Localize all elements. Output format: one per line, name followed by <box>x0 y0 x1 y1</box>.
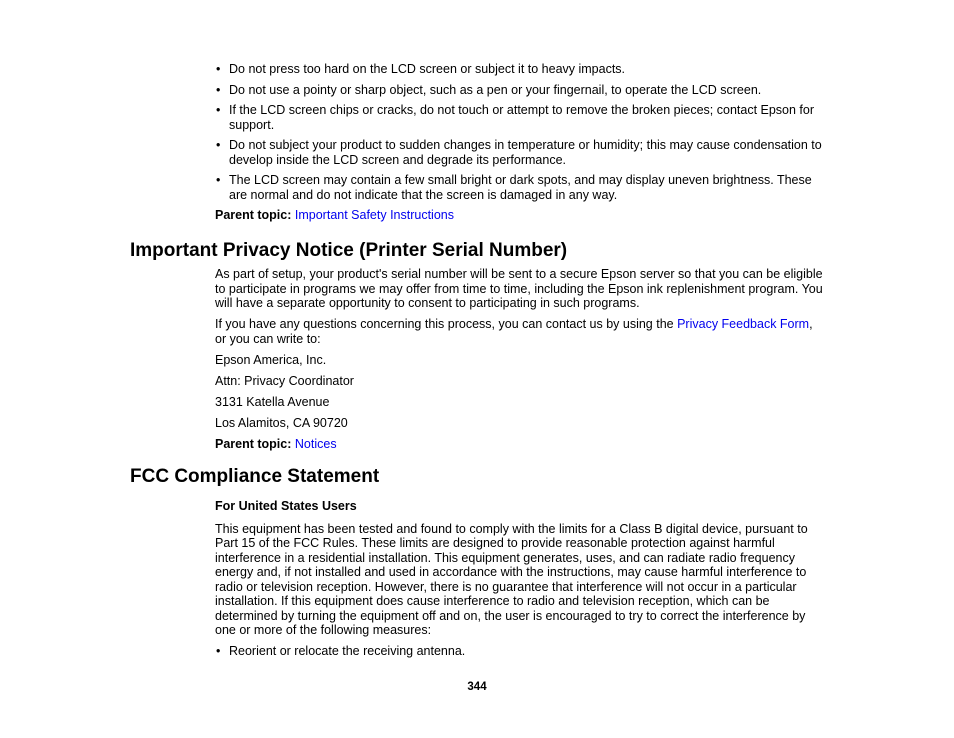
privacy-contact-text: If you have any questions concerning this process, you can contact us by using the <box>215 317 678 331</box>
list-item <box>215 103 825 132</box>
privacy-notice-section <box>215 267 825 458</box>
parent-topic-link[interactable]: Notices <box>294 436 337 451</box>
parent-topic <box>215 208 825 223</box>
bullet-mark: • <box>216 644 221 658</box>
bullet-mark: • <box>216 62 221 76</box>
list-item-text: Do not subject your product to sudden changes in temperature or humidity; this may cause condensation to develop inside the LCD screen and degrade its performance. <box>229 138 822 167</box>
fcc-heading: FCC Compliance Statement <box>130 466 380 487</box>
lcd-precautions-section <box>215 62 825 229</box>
address-line: Los Alamitos, CA 90720 <box>215 415 348 430</box>
parent-topic-label: Parent topic: <box>215 208 292 222</box>
privacy-feedback-form-link[interactable]: Privacy Feedback Form <box>677 317 810 331</box>
privacy-notice-heading: Important Privacy Notice (Printer Serial Number) <box>130 240 568 261</box>
fcc-subheading: For United States Users <box>215 499 357 513</box>
privacy-contact-text-end: , or you can write to: <box>215 317 813 346</box>
parent-topic <box>215 437 825 452</box>
parent-topic-label: Parent topic: <box>215 436 292 451</box>
list-item-text: If the LCD screen chips or cracks, do not touch or attempt to remove the broken pieces; contact Epson for support. <box>229 103 815 132</box>
fcc-measures-list <box>215 644 825 659</box>
list-item <box>215 173 825 202</box>
list-item-text: Do not use a pointy or sharp object, such as a pen or your fingernail, to operate the LCD screen. <box>229 82 762 97</box>
bullet-mark: • <box>216 138 221 152</box>
address-line: Attn: Privacy Coordinator <box>215 373 354 388</box>
privacy-contact-paragraph <box>215 317 825 346</box>
fcc-paragraph: This equipment has been tested and found to comply with the limits for a Class B digital device, pursuant to Part 15 of the FCC Rules. These limits are designed to provide reasonable protection against harmful interference in a residential installation. This equipment generates, uses, and can radiate radio frequency energy and, if not installed and used in accordance with the instructions, may cause harmful interference to radio or television reception. However, there is no guarantee that interference will not occur in a particular installation. If this equipment does cause interference to radio and television reception, which can be determined by turning the equipment off and on, the user is encouraged to try to correct the interference by one or more of the following measures: <box>215 521 808 637</box>
page-number: 344 <box>467 681 487 693</box>
list-item-text: Do not press too hard on the LCD screen or subject it to heavy impacts. <box>229 62 626 76</box>
list-item <box>215 644 825 659</box>
lcd-precautions-list <box>215 62 825 202</box>
privacy-paragraph: As part of setup, your product's serial number will be sent to a secure Epson server so that you can be eligible to participate in programs we may offer from time to time, including the Epson ink replenishment program. You will have a separate opportunity to consent to participating in such programs. <box>215 267 823 310</box>
bullet-mark: • <box>216 103 221 117</box>
list-item-text: The LCD screen may contain a few small bright or dark spots, and may display uneven brightness. These are normal and do not indicate that the screen is damaged in any way. <box>229 173 812 202</box>
bullet-mark: • <box>216 173 221 187</box>
fcc-section <box>215 499 825 665</box>
list-item <box>215 62 825 77</box>
list-item-text: Reorient or relocate the receiving antenna. <box>229 644 466 658</box>
list-item <box>215 138 825 167</box>
bullet-mark: • <box>216 82 221 97</box>
address-line: Epson America, Inc. <box>215 352 327 367</box>
parent-topic-link[interactable]: Important Safety Instructions <box>294 208 454 222</box>
address-line: 3131 Katella Avenue <box>215 394 330 409</box>
list-item <box>215 83 825 98</box>
